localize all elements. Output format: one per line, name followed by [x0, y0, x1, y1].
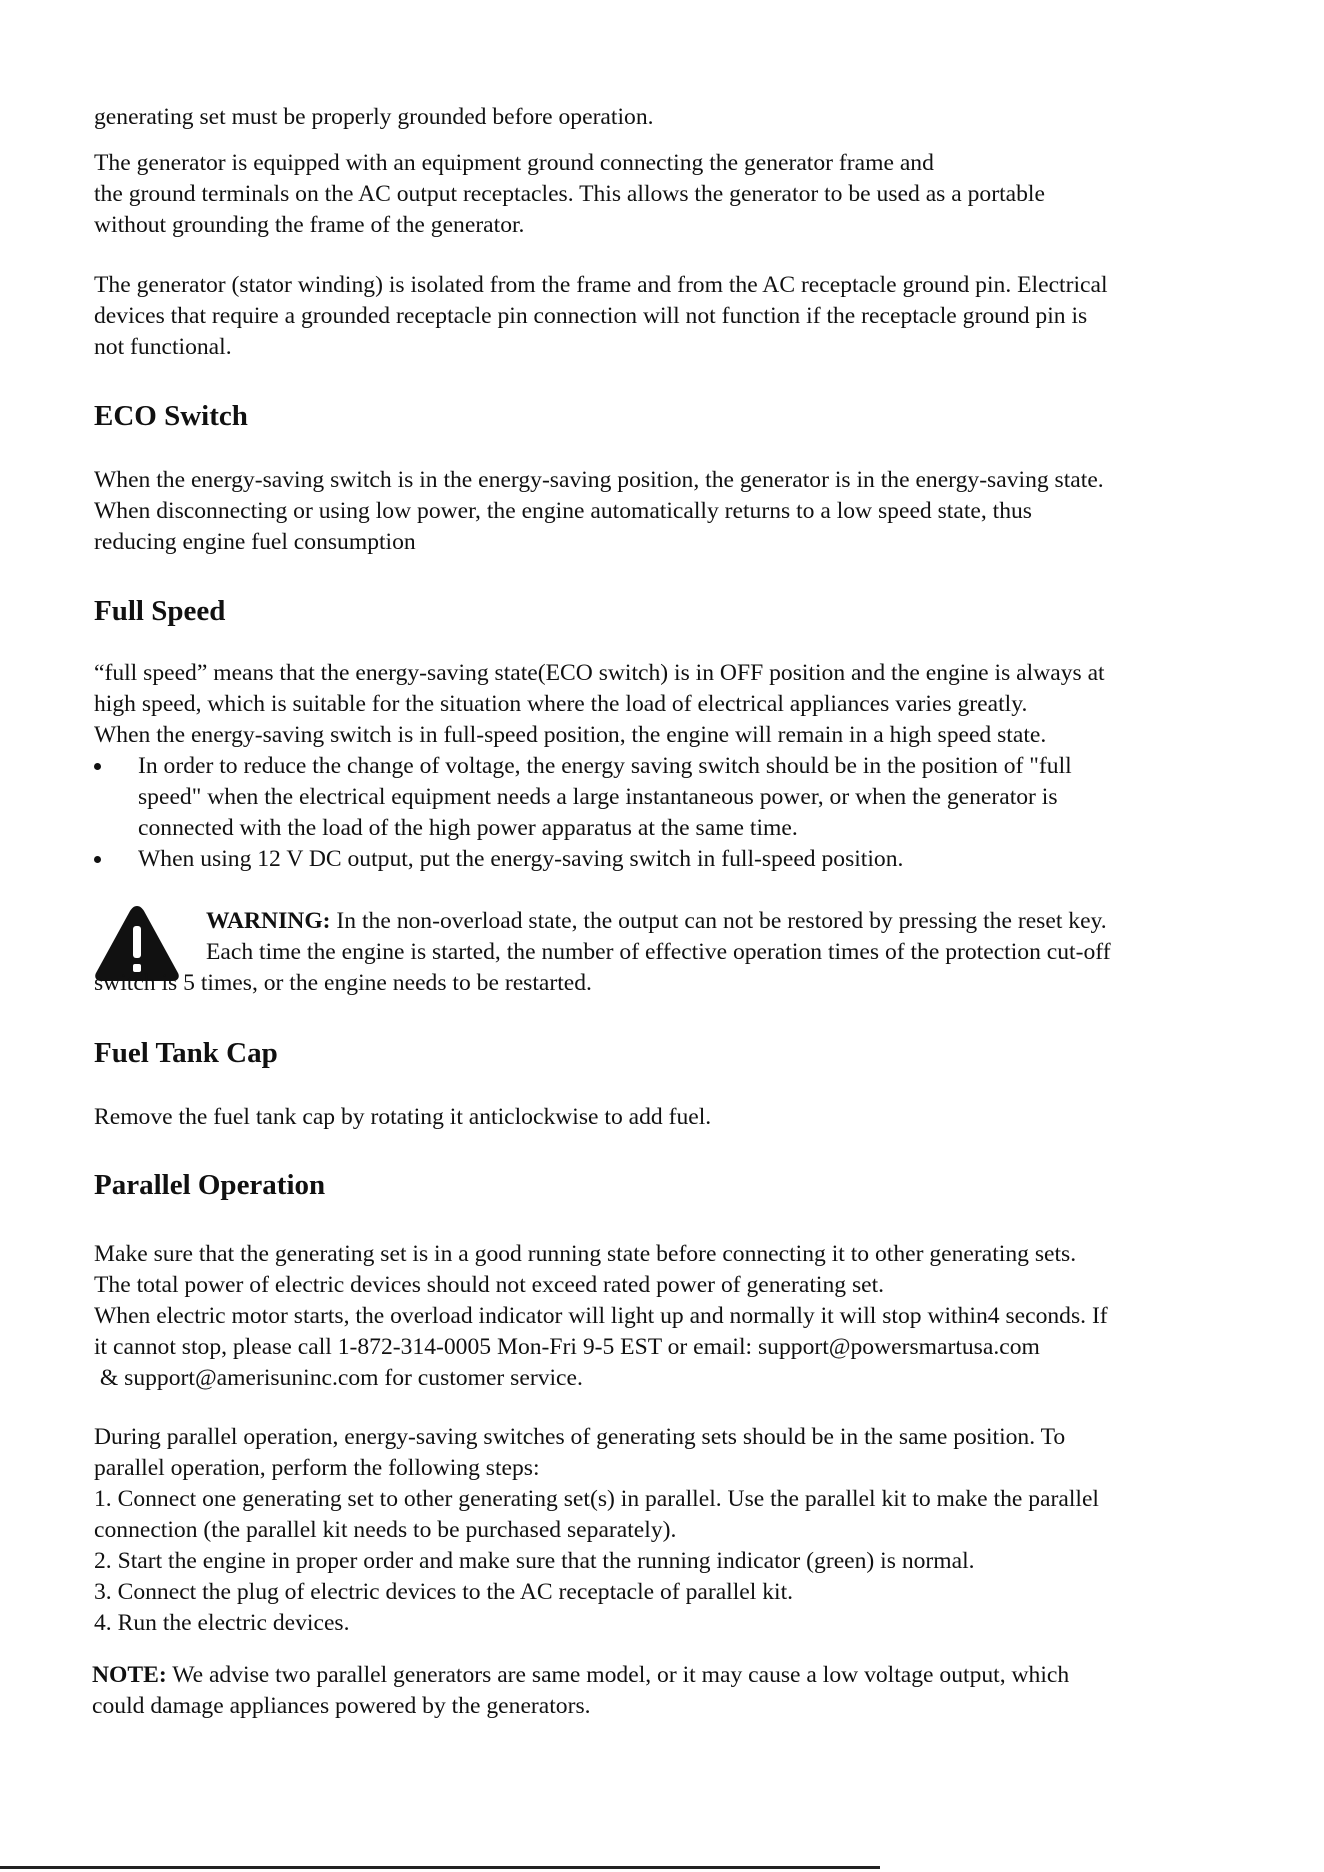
intro-line: generating set must be properly grounded before operation. [94, 104, 654, 130]
bullet-icon [94, 763, 101, 770]
note-label: NOTE: [92, 1662, 167, 1688]
eco-paragraph: When the energy-saving switch is in the energy-saving position, the generator is in the energy-saving state. When disconnecting or using low power, the engine automatically returns to a low speed state, thus reducing engine fuel consumption [94, 467, 1104, 555]
warning-line-1: WARNING: In the non-overload state, the output can not be restored by pressing the reset key. [206, 908, 1107, 934]
eco-heading: ECO Switch [94, 400, 248, 432]
fuel-cap-paragraph: Remove the fuel tank cap by rotating it anticlockwise to add fuel. [94, 1104, 712, 1130]
list-item: In order to reduce the change of voltage, the energy saving switch should be in the position of "full speed" when the electrical equipment needs a large instantaneous power, or when the generator is connected with the load of the high power apparatus at the same time. [94, 751, 1254, 844]
footer-rule [0, 1866, 880, 1869]
intro-stator-paragraph: The generator (stator winding) is isolated from the frame and from the AC receptacle ground pin. Electrical devices that require a grounded receptacle pin connection will not function if the receptacle ground pin is not functional. [94, 272, 1108, 360]
intro-ground-paragraph: The generator is equipped with an equipment ground connecting the generator frame and the ground terminals on the AC output receptacles. This allows the generator to be used as a portable without grounding the frame of the generator. [94, 150, 1045, 238]
full-speed-bullets [94, 751, 1254, 875]
parallel-steps-paragraph: During parallel operation, energy-saving switches of generating sets should be in the same position. To parallel operation, perform the following steps: 1. Connect one generating set to other generating set(s) in parallel. Use the parallel kit to make the parallel connection (the parallel kit needs to be purchased separately). 2. Start the engine in proper order and make sure that the running indicator (green) is normal. 3. Connect the plug of electric devices to the AC receptacle of parallel kit. 4. Run the electric devices. [94, 1424, 1099, 1636]
parallel-heading: Parallel Operation [94, 1169, 326, 1201]
list-item: When using 12 V DC output, put the energy-saving switch in full-speed position. [94, 844, 1254, 875]
warning-line-3: switch is 5 times, or the engine needs to be restarted. [94, 970, 592, 996]
warning-label: WARNING: [206, 908, 331, 934]
fuel-cap-heading: Fuel Tank Cap [94, 1037, 278, 1069]
bullet-icon [94, 856, 101, 863]
note-paragraph: NOTE: We advise two parallel generators are same model, or it may cause a low voltage output, which could damage appliances powered by the generators. [92, 1662, 1070, 1719]
warning-line-2: Each time the engine is started, the number of effective operation times of the protection cut-off [206, 939, 1111, 965]
full-speed-paragraph: “full speed” means that the energy-saving state(ECO switch) is in OFF position and the engine is always at high speed, which is suitable for the situation where the load of electrical appliances varies greatly. When the energy-saving switch is in full-speed position, the engine will remain in a high speed state. [94, 660, 1105, 748]
full-speed-heading: Full Speed [94, 595, 226, 627]
parallel-paragraph-1: Make sure that the generating set is in a good running state before connecting it to other generating sets. The total power of electric devices should not exceed rated power of generating set. When electric motor starts, the overload indicator will light up and normally it will stop within4 seconds. If it cannot stop, please call 1-872-314-0005 Mon-Fri 9-5 EST or email: support@powersmartusa.com & support@amerisuninc.com for customer service. [94, 1241, 1108, 1391]
